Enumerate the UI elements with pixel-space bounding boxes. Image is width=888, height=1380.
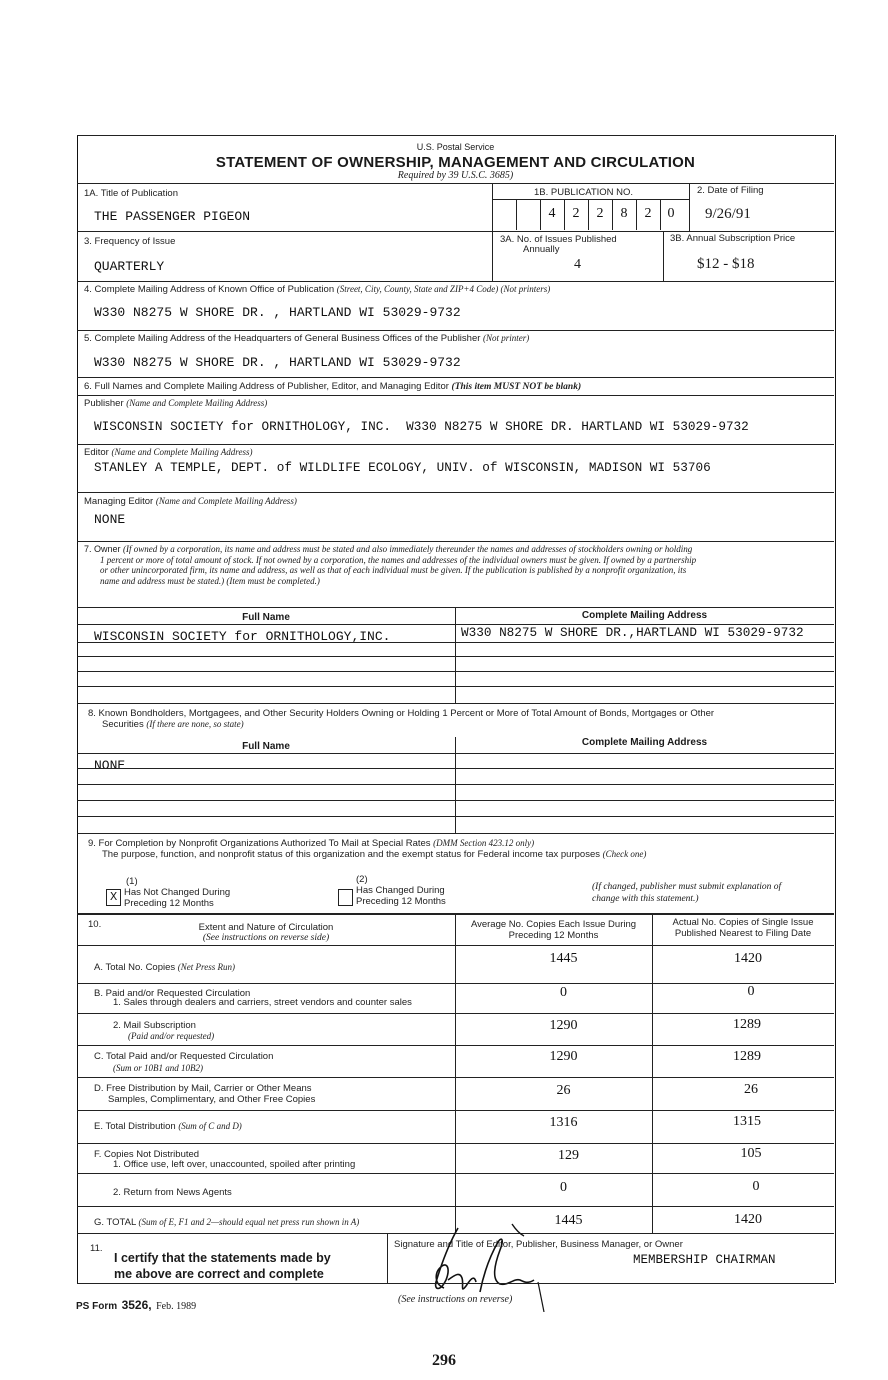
publisher-value: WISCONSIN SOCIETY for ORNITHOLOGY, INC. W330 N8275 W SHORE DR. HARTLAND WI 53029-9732 xyxy=(94,419,749,434)
row-a-note: (Net Press Run) xyxy=(177,962,235,972)
publication-digit: 4 xyxy=(548,206,556,221)
divider xyxy=(77,541,834,542)
frequency-label: 3. Frequency of Issue xyxy=(84,236,176,247)
divider xyxy=(77,753,834,754)
managing-editor-value: NONE xyxy=(94,512,126,527)
row-d-label-2: Samples, Complimentary, and Other Free Copies xyxy=(108,1094,316,1105)
certify-line-2: me above are correct and complete xyxy=(114,1267,324,1281)
divider xyxy=(77,816,834,817)
divider xyxy=(77,656,834,657)
divider xyxy=(387,1233,388,1283)
row-d-label: D. Free Distribution by Mail, Carrier or Other Means xyxy=(94,1083,312,1094)
row-b2-actual: 1289 xyxy=(733,1017,761,1032)
divider xyxy=(77,1283,834,1284)
date-of-filing-value: 9/26/91 xyxy=(705,206,751,222)
editor-label-note: (Name and Complete Mailing Address) xyxy=(111,447,253,457)
headquarters-address-value: W330 N8275 W SHORE DR. , HARTLAND WI 53029-9732 xyxy=(94,355,461,370)
actual-copies-header-2: Published Nearest to Filing Date xyxy=(674,928,812,939)
owner-text-4: name and address must be stated.) (Item must be completed.) xyxy=(100,575,320,586)
publication-digit: 2 xyxy=(572,206,580,221)
publication-no-boxes xyxy=(492,199,689,230)
row-f-label: F. Copies Not Distributed xyxy=(94,1149,200,1160)
divider xyxy=(77,945,834,946)
owner-text-1: (If owned by a corporation, its name and address must be stated and also immediately thereunder the names and addresses of stockholders owning or holding xyxy=(123,544,693,554)
managing-editor-label xyxy=(84,496,297,507)
row-g-actual: 1420 xyxy=(734,1212,762,1227)
divider xyxy=(77,686,834,687)
divider xyxy=(77,1013,834,1014)
row-c-average: 1290 xyxy=(549,1049,578,1064)
row-g-text: G. TOTAL xyxy=(94,1217,136,1228)
row-a-text: A. Total No. Copies xyxy=(94,962,176,973)
publisher-label-text: Publisher xyxy=(84,398,124,409)
nonprofit-text-2-line xyxy=(102,849,646,860)
owner-address-header: Complete Mailing Address xyxy=(581,610,708,621)
divider xyxy=(77,671,834,672)
editor-label xyxy=(84,447,252,458)
row-d-average: 26 xyxy=(556,1083,571,1098)
row-b2-average: 1290 xyxy=(549,1018,578,1033)
divider xyxy=(455,607,456,703)
row-b1-average: 0 xyxy=(560,985,567,1000)
issues-published-label: 3A. No. of Issues Published xyxy=(500,234,617,245)
circulation-header: Extent and Nature of Circulation xyxy=(198,922,334,933)
divider xyxy=(77,1173,834,1174)
actual-copies-header: Actual No. Copies of Single Issue xyxy=(672,917,814,928)
option-2-number: (2) xyxy=(356,874,368,885)
form-title: STATEMENT OF OWNERSHIP, MANAGEMENT AND CIRCULATION xyxy=(215,154,696,171)
change-note-1: (If changed, publisher must submit explanation of xyxy=(592,882,782,892)
headquarters-address-label xyxy=(84,333,529,344)
row-f1-label: 1. Office use, left over, unaccounted, spoiled after printing xyxy=(113,1159,356,1170)
managing-editor-label-text: Managing Editor xyxy=(84,496,154,507)
certify-line-1: I certify that the statements made by xyxy=(114,1251,331,1265)
headquarters-address-label-text: 5. Complete Mailing Address of the Headquarters of General Business Offices of the Publisher xyxy=(84,333,481,344)
option-2-line-1: Has Changed During xyxy=(356,885,445,896)
change-note-2: change with this statement.) xyxy=(592,894,699,904)
divider xyxy=(689,183,690,231)
option-2-checkbox[interactable] xyxy=(338,889,353,906)
row-e-note: (Sum of C and D) xyxy=(178,1121,242,1131)
office-address-value: W330 N8275 W SHORE DR. , HARTLAND WI 53029-9732 xyxy=(94,305,461,320)
issues-published-label-2: Annually xyxy=(523,244,560,255)
divider xyxy=(77,703,834,704)
editor-value: STANLEY A TEMPLE, DEPT. of WILDLIFE ECOLOGY, UNIV. of WISCONSIN, MADISON WI 53706 xyxy=(94,460,711,475)
row-e-actual: 1315 xyxy=(733,1114,761,1129)
owner-instructions xyxy=(84,544,824,586)
row-f1-average: 129 xyxy=(558,1148,579,1163)
nonprofit-text-1-note: (DMM Section 423.12 only) xyxy=(433,838,535,848)
row-b-label: B. Paid and/or Requested Circulation xyxy=(94,988,251,999)
owner-name-header: Full Name xyxy=(242,612,290,623)
nonprofit-text-1-line xyxy=(88,838,534,849)
option-1-line-1: Has Not Changed During xyxy=(124,887,231,898)
option-1-number: (1) xyxy=(126,876,138,887)
nonprofit-text-1: 9. For Completion by Nonprofit Organizations Authorized To Mail at Special Rates xyxy=(88,838,431,849)
row-d-actual: 26 xyxy=(744,1082,758,1097)
publisher-label-note: (Name and Complete Mailing Address) xyxy=(126,398,268,408)
row-f2-average: 0 xyxy=(560,1180,567,1195)
certify-number: 11. xyxy=(90,1243,103,1254)
row-g-average: 1445 xyxy=(554,1213,583,1228)
bondholders-name-header: Full Name xyxy=(242,741,290,752)
divider xyxy=(77,1143,834,1144)
divider xyxy=(77,183,834,184)
managing-editor-label-note: (Name and Complete Mailing Address) xyxy=(155,496,297,506)
divider xyxy=(77,377,834,378)
signature-label: Signature and Title of Editor, Publisher, Business Manager, or Owner xyxy=(394,1239,683,1250)
title-of-publication-label: 1A. Title of Publication xyxy=(84,188,178,199)
form-date: Feb. 1989 xyxy=(156,1301,197,1312)
reverse-instructions: (See instructions on reverse) xyxy=(398,1294,513,1305)
option-2-line-2: Preceding 12 Months xyxy=(356,896,446,907)
signer-title-value: MEMBERSHIP CHAIRMAN xyxy=(633,1253,776,1267)
divider xyxy=(77,833,834,834)
divider xyxy=(77,444,834,445)
divider xyxy=(77,1045,834,1046)
divider xyxy=(77,330,834,331)
row-a-actual: 1420 xyxy=(734,951,762,966)
row-e-average: 1316 xyxy=(549,1115,578,1130)
row-b2-note: (Paid and/or requested) xyxy=(128,1031,215,1041)
row-f1-actual: 105 xyxy=(740,1146,762,1161)
bondholders-note: (If there are none, so state) xyxy=(146,719,244,729)
row-c-note: (Sum or 10B1 and 10B2) xyxy=(113,1063,203,1073)
owner-text-3: or other unincorporated firm, its name and address, as well as that of each individual must be given. If the publication is published by a nonprofit organization, its xyxy=(100,565,687,575)
divider xyxy=(77,231,834,232)
divider xyxy=(77,492,834,493)
names-addresses-label xyxy=(84,381,581,392)
divider xyxy=(77,784,834,785)
form-id xyxy=(76,1296,196,1314)
option-1-line-2: Preceding 12 Months xyxy=(124,898,214,909)
subscription-price-label: 3B. Annual Subscription Price xyxy=(670,233,796,244)
option-1-check-mark: X xyxy=(110,890,118,904)
row-g-note: (Sum of E, F1 and 2—should equal net press run shown in A) xyxy=(138,1217,360,1227)
date-of-filing-label: 2. Date of Filing xyxy=(697,185,764,196)
average-copies-header-2: Preceding 12 Months xyxy=(508,930,599,941)
agency-name: U.S. Postal Service xyxy=(416,142,495,152)
title-of-publication-value: THE PASSENGER PIGEON xyxy=(94,209,251,224)
divider xyxy=(77,642,834,643)
publication-digit: 0 xyxy=(667,206,675,221)
names-addresses-label-note: (This item MUST NOT be blank) xyxy=(451,382,582,392)
divider xyxy=(77,1110,834,1111)
row-g-label xyxy=(94,1217,359,1228)
nonprofit-text-2-note: (Check one) xyxy=(602,849,647,859)
divider xyxy=(77,800,834,801)
publisher-label xyxy=(84,398,267,409)
owner-name-value: WISCONSIN SOCIETY for ORNITHOLOGY,INC. xyxy=(94,629,391,644)
subscription-price-value: $12 - $18 xyxy=(697,256,755,272)
office-address-label-note: (Street, City, County, State and ZIP+4 Code) (Not printers) xyxy=(336,284,551,294)
row-e-text: E. Total Distribution xyxy=(94,1121,176,1132)
divider xyxy=(77,135,834,136)
bondholders-text-1: 8. Known Bondholders, Mortgagees, and Other Security Holders Owning or Holding 1 Percent or More of Total Amount of Bonds, Mortgages or Other xyxy=(88,708,715,719)
publication-digit: 2 xyxy=(596,206,604,221)
row-b1-label: 1. Sales through dealers and carriers, street vendors and counter sales xyxy=(113,997,412,1008)
nonprofit-text-2: The purpose, function, and nonprofit status of this organization and the exempt status for Federal income tax purposes xyxy=(102,849,600,860)
row-b1-actual: 0 xyxy=(747,984,755,999)
issues-published-value: 4 xyxy=(574,257,581,272)
bondholders-address-header: Complete Mailing Address xyxy=(581,737,708,748)
owner-text-2: 1 percent or more of total amount of stock. If not owned by a corporation, the names and addresses of the individual owners must be given. If owned by a partnership xyxy=(100,554,697,565)
row-c-label: C. Total Paid and/or Requested Circulation xyxy=(94,1051,274,1062)
owner-label: 7. Owner xyxy=(84,544,121,554)
divider xyxy=(77,1206,834,1207)
row-c-actual: 1289 xyxy=(733,1049,761,1064)
bondholders-text-2-line xyxy=(102,719,244,730)
names-addresses-label-text: 6. Full Names and Complete Mailing Address of Publisher, Editor, and Managing Editor xyxy=(84,381,449,392)
row-f2-label: 2. Return from News Agents xyxy=(113,1187,232,1198)
publication-digit: 2 xyxy=(644,206,652,221)
row-b2-label: 2. Mail Subscription xyxy=(113,1020,196,1031)
circulation-number: 10. xyxy=(88,919,102,930)
divider xyxy=(492,183,493,281)
divider xyxy=(77,281,834,282)
office-address-label-text: 4. Complete Mailing Address of Known Office of Publication xyxy=(84,284,335,295)
divider xyxy=(663,231,664,281)
required-statute: Required by 39 U.S.C. 3685) xyxy=(397,170,514,181)
owner-address-value: W330 N8275 W SHORE DR.,HARTLAND WI 53029-9732 xyxy=(461,625,804,640)
circulation-header-note: (See instructions on reverse side) xyxy=(202,933,330,943)
page-number: 296 xyxy=(432,1352,456,1369)
divider xyxy=(455,737,456,833)
row-e-label xyxy=(94,1121,242,1132)
divider xyxy=(77,768,834,769)
publication-digit: 8 xyxy=(620,206,628,221)
publication-no-label: 1B. PUBLICATION NO. xyxy=(534,187,634,198)
form-number: 3526, xyxy=(121,1298,152,1312)
office-address-label xyxy=(84,284,550,295)
row-f2-actual: 0 xyxy=(752,1179,760,1194)
divider xyxy=(77,1077,834,1078)
row-a-label xyxy=(94,962,235,973)
row-a-average: 1445 xyxy=(549,951,578,966)
bondholders-text-2: Securities xyxy=(102,719,144,730)
headquarters-address-label-note: (Not printer) xyxy=(483,333,530,343)
editor-label-text: Editor xyxy=(84,447,109,458)
frequency-value: QUARTERLY xyxy=(94,259,165,274)
divider xyxy=(77,395,834,396)
bondholders-value: NONE xyxy=(94,758,126,773)
form-label: PS Form xyxy=(76,1301,118,1312)
option-1-checkbox[interactable] xyxy=(106,889,121,906)
average-copies-header: Average No. Copies Each Issue During xyxy=(470,919,637,930)
